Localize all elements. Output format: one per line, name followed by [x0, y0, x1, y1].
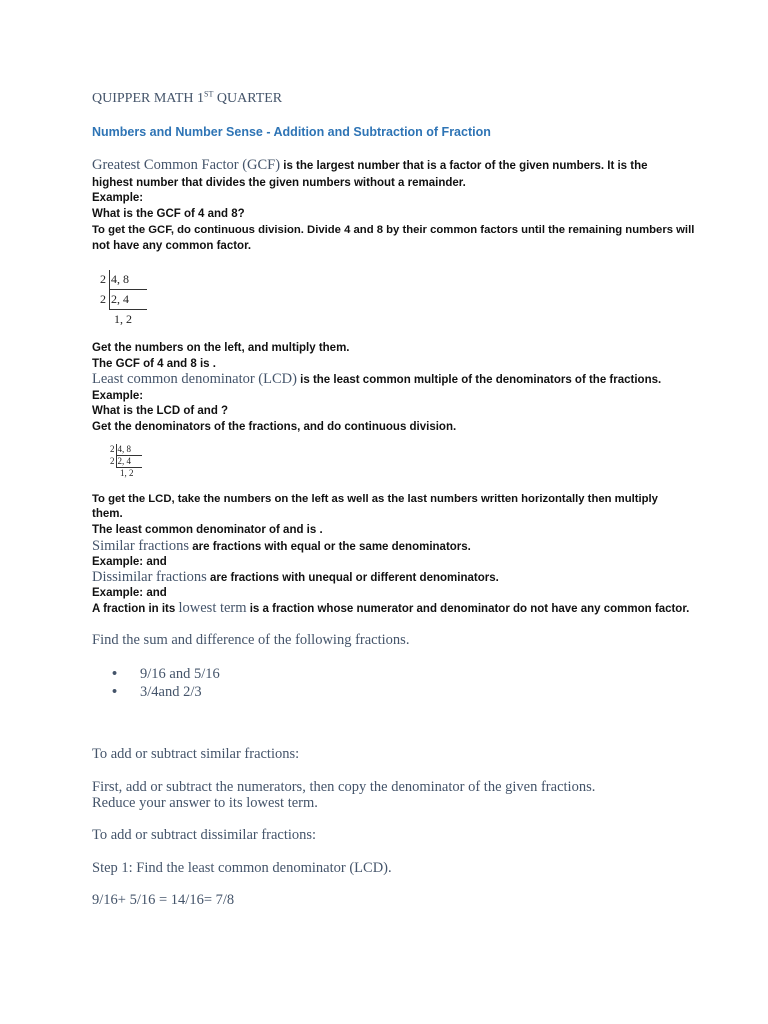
gcf-after-line-1: Get the numbers on the left, and multiply them. — [92, 342, 350, 354]
lcd-division-result: 1, 2 — [120, 468, 134, 478]
list-item — [112, 684, 220, 702]
gcf-division-bar-2 — [109, 290, 110, 310]
lcd-term: Least common denominator (LCD) — [92, 371, 297, 387]
lcd-division-rule-1 — [116, 455, 142, 456]
gcf-division-figure — [100, 270, 160, 330]
title-superscript: ST — [204, 89, 214, 99]
lowest-term-definition: is a fraction whose numerator and denominator do not have any common factor. — [246, 603, 690, 615]
lcd-division-figure — [110, 444, 150, 482]
gcf-divisor-2: 2 — [100, 292, 106, 306]
gcf-term: Greatest Common Factor (GCF) — [92, 157, 281, 173]
lcd-divisor-2: 2 — [110, 456, 115, 466]
gcf-divisor-1: 2 — [100, 272, 106, 286]
list-item — [112, 666, 220, 684]
dissimilar-rule-equation: 9/16+ 5/16 = 14/16= 7/8 — [92, 892, 235, 908]
lcd-definition-line — [92, 371, 661, 388]
gcf-values-1: 4, 8 — [111, 272, 129, 286]
similar-example: Example: and — [92, 556, 167, 568]
exercise-list — [112, 666, 220, 702]
dissimilar-rule-heading: To add or subtract dissimilar fractions: — [92, 827, 317, 843]
dissimilar-rule-step-1: Step 1: Find the least common denominator (LCD). — [92, 860, 392, 876]
similar-rule-heading: To add or subtract similar fractions: — [92, 746, 300, 762]
gcf-example-label: Example: — [92, 192, 144, 204]
gcf-division-result: 1, 2 — [114, 312, 132, 326]
lcd-division-rule-2 — [116, 467, 142, 468]
dissimilar-definition-text: are fractions with unequal or different denominators. — [206, 572, 499, 584]
lcd-divisor-1: 2 — [110, 444, 115, 454]
lcd-after-line-1: To get the LCD, take the numbers on the left as well as the last numbers written horizontally then multiply — [92, 493, 658, 505]
dissimilar-term: Dissimilar fractions — [92, 569, 207, 585]
lcd-definition-text: is the least common multiple of the denominators of the fractions. — [296, 374, 662, 386]
lcd-values-2: 2, 4 — [117, 456, 131, 466]
similar-rule-line-2: Reduce your answer to its lowest term. — [92, 795, 318, 811]
lcd-division-row-2 — [110, 456, 131, 466]
gcf-instruction-line-2: not have any common factor. — [92, 240, 252, 252]
gcf-division-row-1 — [100, 272, 129, 287]
title-rest: QUARTER — [213, 91, 283, 106]
similar-definition-line — [92, 538, 471, 555]
exercise-item-1: 9/16 and 5/16 — [140, 666, 220, 682]
lowest-term-term: lowest term — [178, 600, 247, 616]
similar-definition-text: are fractions with equal or the same denominators. — [189, 541, 471, 553]
dissimilar-example: Example: and — [92, 587, 167, 599]
lcd-values-1: 4, 8 — [117, 444, 131, 454]
gcf-division-bar-1 — [109, 270, 110, 290]
gcf-values-2: 2, 4 — [111, 292, 129, 306]
gcf-question: What is the GCF of 4 and 8? — [92, 208, 245, 220]
bullet-icon: • — [112, 684, 118, 700]
similar-rule-line-1: First, add or subtract the numerators, then copy the denominator of the given fractions. — [92, 779, 596, 795]
lcd-after-line-3: The least common denominator of and is . — [92, 524, 323, 536]
lcd-question: What is the LCD of and ? — [92, 405, 229, 417]
gcf-definition-text: is the largest number that is a factor of the given numbers. It is the — [280, 160, 648, 172]
gcf-instruction-line-1: To get the GCF, do continuous division. Divide 4 and 8 by their common factors until the remaining numbers will — [92, 224, 695, 236]
exercise-item-2: 3/4and 2/3 — [140, 684, 202, 700]
lcd-after-line-2: them. — [92, 508, 123, 520]
similar-term: Similar fractions — [92, 538, 190, 554]
gcf-after-line-2: The GCF of 4 and 8 is . — [92, 358, 216, 370]
gcf-definition-line-1 — [92, 157, 648, 174]
dissimilar-definition-line — [92, 569, 499, 586]
bullet-icon: • — [112, 666, 118, 682]
title-main: QUIPPER MATH 1 — [92, 91, 205, 106]
gcf-division-rule-1 — [109, 289, 147, 290]
document-subtitle: Numbers and Number Sense - Addition and Subtraction of Fraction — [92, 125, 491, 139]
lowest-term-line — [92, 600, 689, 617]
lcd-instruction: Get the denominators of the fractions, and do continuous division. — [92, 421, 457, 433]
lcd-division-row-1 — [110, 444, 131, 454]
gcf-definition-line-2: highest number that divides the given numbers without a remainder. — [92, 177, 466, 189]
document-title — [92, 91, 282, 107]
exercise-heading: Find the sum and difference of the following fractions. — [92, 632, 410, 648]
gcf-division-row-2 — [100, 292, 129, 307]
lcd-example-label: Example: — [92, 390, 144, 402]
gcf-division-rule-2 — [109, 309, 147, 310]
lowest-term-pre: A fraction in its — [92, 603, 179, 615]
